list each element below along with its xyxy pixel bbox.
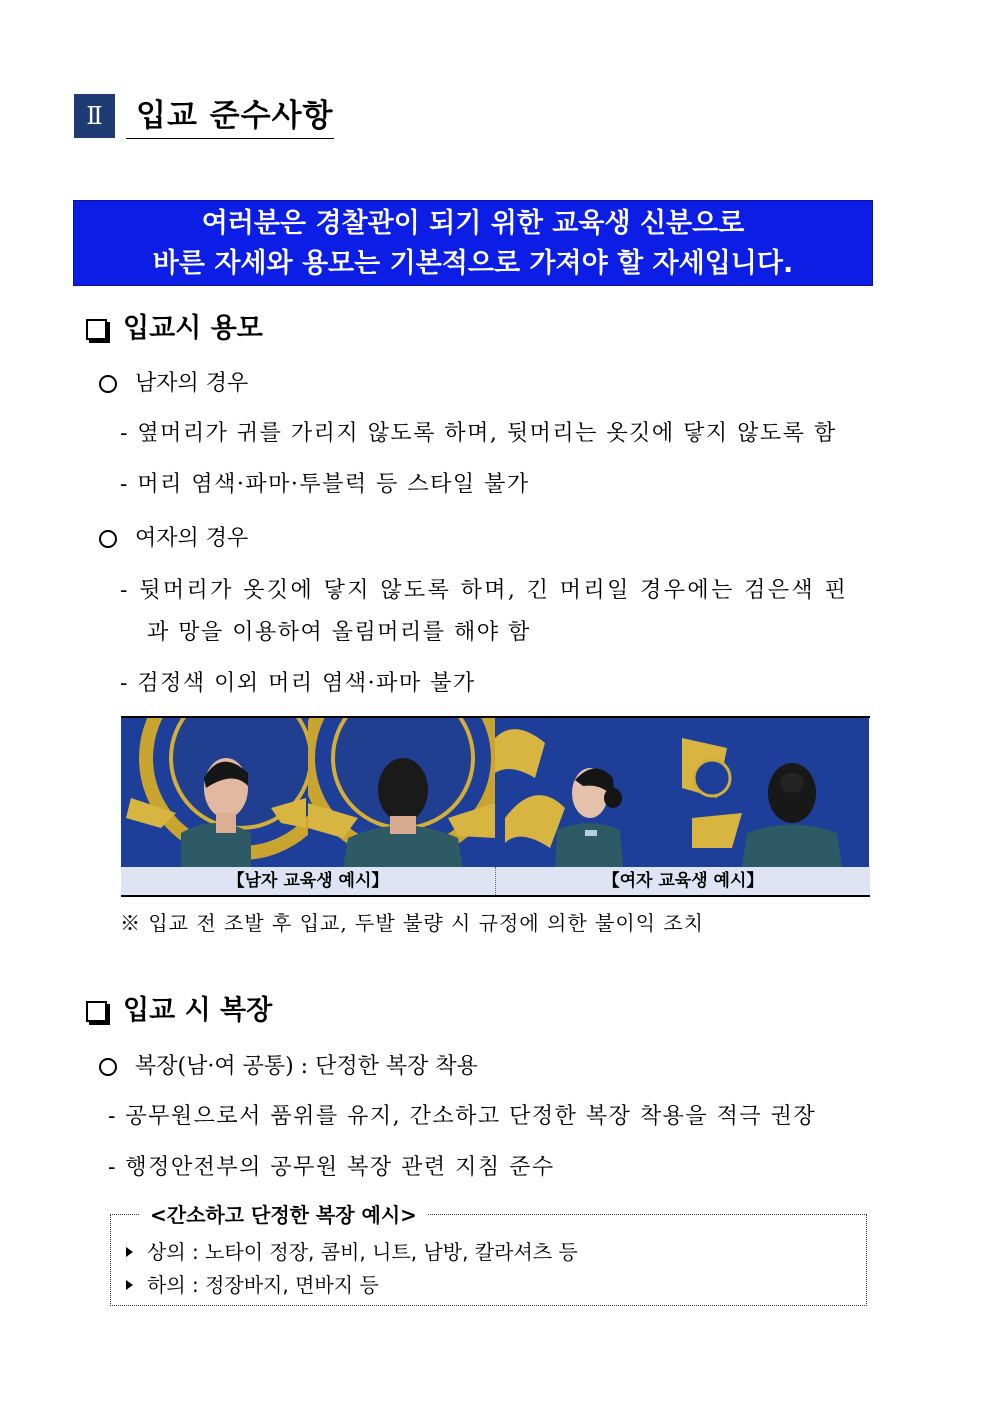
female-title-text: 여자의 경우 [135,526,249,551]
attire-title-text: 복장(남·여 공통) : 단정한 복장 착용 [135,1054,478,1079]
male-title-text: 남자의 경우 [135,371,249,396]
attire-example-title: <간소하고 단정한 복장 예시> [140,1200,427,1230]
male-section-title [99,369,248,399]
photo-female-back [682,718,869,868]
circle-bullet-icon [99,530,117,548]
appearance-note: ※ 입교 전 조발 후 입교, 두발 불량 시 규정에 의한 불이익 조치 [120,911,705,935]
triangle-bullet-icon [126,1280,133,1290]
section-title-underline [126,138,334,139]
attire-rule-2: - 행정안전부의 공무원 복장 관련 지침 준수 [108,1155,555,1180]
attire-title [99,1052,478,1082]
banner-line-1: 여러분은 경찰관이 되기 위한 교육생 신분으로 [201,208,745,239]
photo-male-back [308,718,495,868]
attire-example-bottom-text: 하의 : 정장바지, 면바지 등 [147,1273,379,1297]
male-rule-2: - 머리 염색·파마·투블럭 등 스타일 불가 [120,472,530,497]
attire-rule-1: - 공무원으로서 품위를 유지, 간소하고 단정한 복장 착용을 적극 권장 [108,1104,817,1129]
caption-male: 【남자 교육생 예시】 [121,867,496,895]
appearance-heading [84,311,263,347]
female-rule-2: - 검정색 이외 머리 염색·파마 불가 [120,671,476,696]
triangle-bullet-icon [126,1247,133,1257]
appearance-heading-text: 입교시 용모 [123,313,263,344]
male-rule-1: - 옆머리가 귀를 가리지 않도록 하며, 뒷머리는 옷깃에 닿지 않도록 함 [120,421,837,446]
attire-example-bottom [126,1270,379,1300]
circle-bullet-icon [99,1058,117,1076]
female-section-title [99,524,248,554]
photo-male-side [121,718,308,868]
section-title: 입교 준수사항 [136,98,334,134]
female-rule-1-line-2: 과 망을 이용하여 올림머리를 해야 함 [147,620,531,645]
square-bullet-icon [86,1001,107,1022]
section-number: Ⅱ [74,94,115,138]
square-bullet-icon [86,319,107,340]
circle-bullet-icon [99,375,117,393]
notice-banner [73,200,873,286]
photo-captions [121,867,870,897]
banner-line-2: 바른 자세와 용모는 기본적으로 가져야 할 자세입니다. [152,248,794,279]
hairstyle-example-photos [121,716,870,868]
attire-example-top [126,1237,578,1267]
attire-heading [84,993,272,1029]
female-rule-1-line-1: - 뒷머리가 옷깃에 닿지 않도록 하며, 긴 머리일 경우에는 검은색 핀 [120,578,849,603]
photo-female-side [495,718,682,868]
caption-female: 【여자 교육생 예시】 [602,871,764,891]
attire-heading-text: 입교 시 복장 [123,995,273,1026]
attire-example-top-text: 상의 : 노타이 정장, 콤비, 니트, 남방, 칼라셔츠 등 [147,1240,578,1264]
